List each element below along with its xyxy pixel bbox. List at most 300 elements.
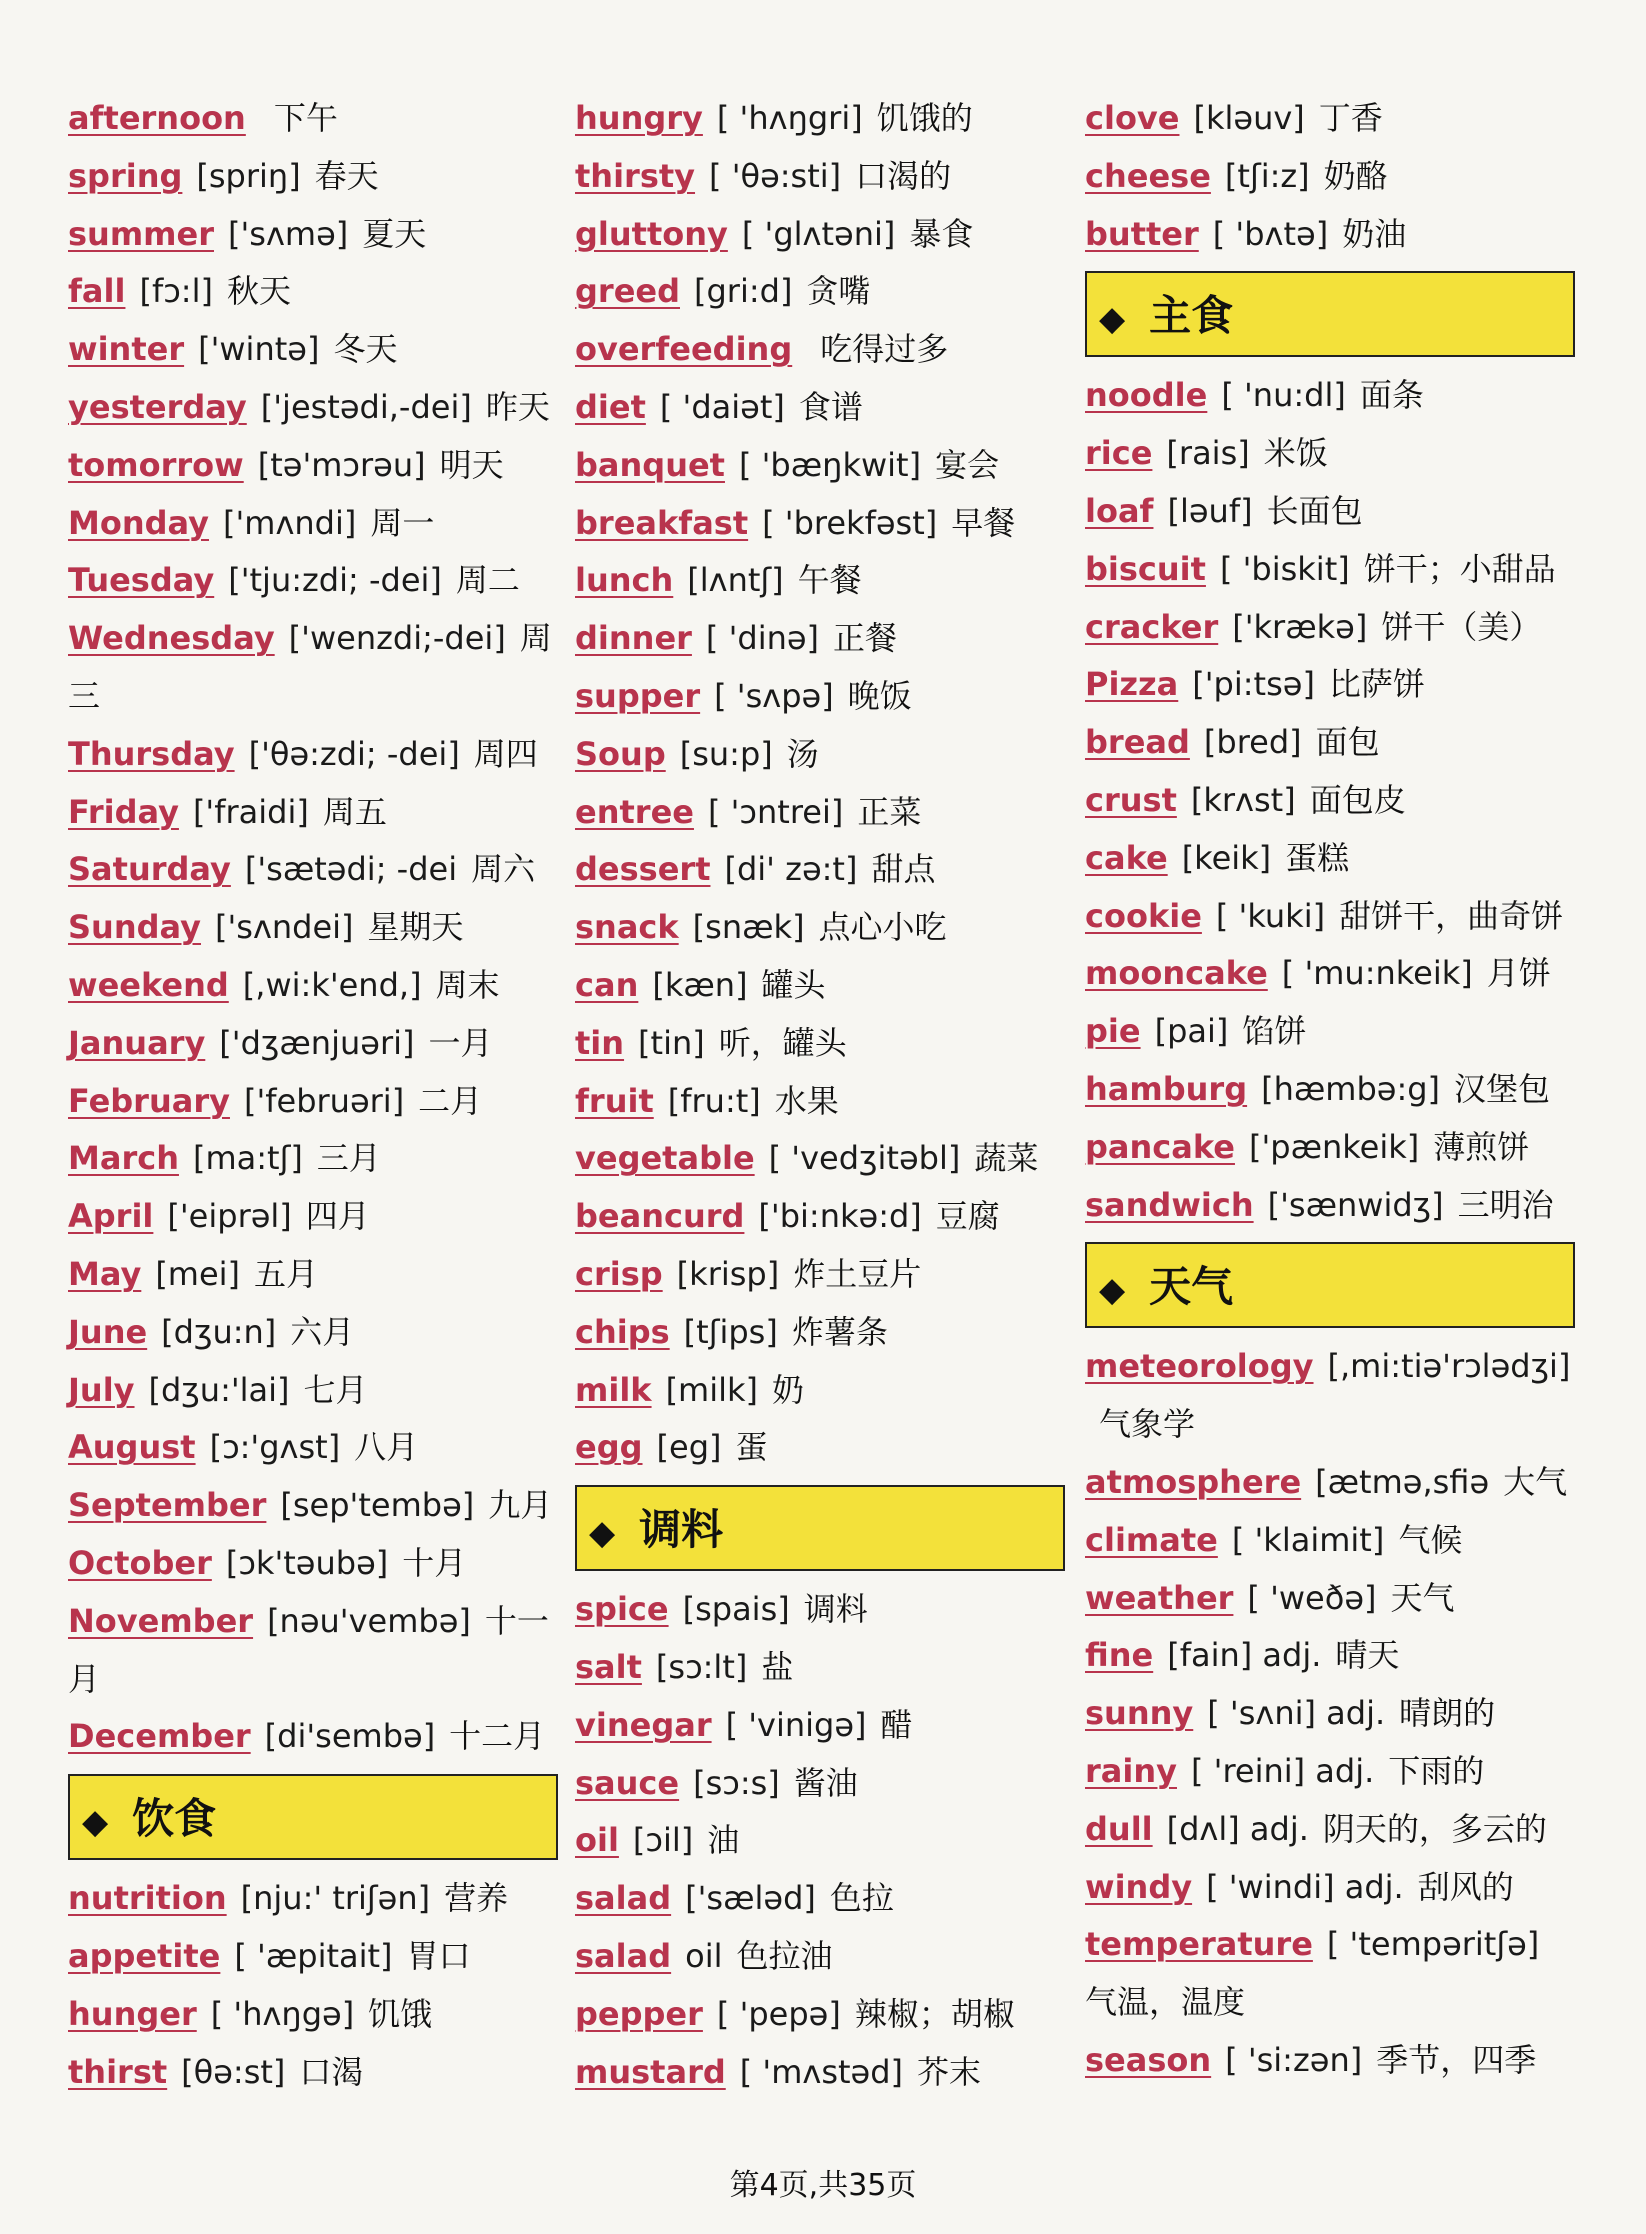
chinese-meaning: 饥饿的	[876, 99, 973, 137]
chinese-meaning: 奶油	[1342, 214, 1407, 253]
vocab-word: February	[68, 1081, 230, 1120]
chinese-meaning: 长面包	[1266, 491, 1363, 530]
chinese-meaning: 周四	[473, 734, 538, 773]
vocab-word: December	[68, 1717, 251, 1756]
vocab-entry	[1085, 148, 1575, 206]
vocab-entry	[68, 552, 558, 610]
vocab-entry	[68, 784, 558, 842]
vocab-word: bread	[1085, 723, 1190, 762]
vocab-word: crisp	[575, 1254, 663, 1293]
chinese-meaning: 调料	[803, 1590, 868, 1629]
vocab-entry	[575, 1073, 1065, 1131]
section-header	[1085, 1242, 1575, 1328]
column-2	[575, 90, 1065, 2101]
phonetic: [ 'daiət]	[659, 387, 785, 426]
vocab-word: Wednesday	[68, 619, 275, 658]
vocab-entry	[1085, 1916, 1575, 2032]
chinese-meaning: 馅饼	[1242, 1012, 1307, 1051]
vocab-entry	[575, 90, 1065, 148]
vocab-word: afternoon	[68, 99, 246, 137]
vocab-word: thirst	[68, 2052, 168, 2091]
vocab-word: salad	[575, 1936, 672, 1975]
chinese-meaning: 蛋	[735, 1428, 768, 1467]
chinese-meaning: 九月	[488, 1486, 553, 1525]
chinese-meaning: 水果	[774, 1081, 839, 1120]
phonetic: ['pænkeik]	[1248, 1127, 1420, 1166]
vocab-entry	[68, 321, 558, 379]
vocab-word: September	[68, 1486, 267, 1525]
vocab-word: mustard	[575, 2052, 726, 2091]
vocab-word: oil	[575, 1821, 619, 1860]
vocab-entry	[575, 899, 1065, 957]
vocab-word: banquet	[575, 445, 725, 484]
chinese-meaning: 气象学	[1099, 1405, 1196, 1444]
chinese-meaning: 晚饭	[847, 676, 912, 715]
chinese-meaning: 营养	[444, 1879, 509, 1918]
phonetic: ['wintə]	[198, 330, 320, 369]
vocab-word: yesterday	[68, 387, 247, 426]
phonetic: [keik]	[1181, 838, 1272, 877]
phonetic: ['dʒænjuəri]	[219, 1023, 415, 1062]
vocab-entry	[575, 552, 1065, 610]
vocab-entry	[68, 899, 558, 957]
vocab-entry	[575, 1755, 1065, 1813]
vocab-entry	[1085, 1801, 1575, 1859]
chinese-meaning: 甜饼干，曲奇饼	[1339, 896, 1564, 935]
vocab-entry	[575, 1246, 1065, 1304]
vocab-entry	[68, 263, 558, 321]
chinese-meaning: 酱油	[793, 1763, 858, 1802]
phonetic: [ 'klaimit]	[1231, 1520, 1385, 1559]
chinese-meaning: 下雨的	[1388, 1751, 1485, 1790]
phonetic: ['eiprəl]	[167, 1197, 292, 1236]
chinese-meaning: 三月	[316, 1139, 381, 1178]
vocab-word: November	[68, 1601, 254, 1640]
vocab-entry	[575, 1015, 1065, 1073]
chinese-meaning: 阴天的，多云的	[1322, 1809, 1547, 1848]
vocab-entry	[68, 437, 558, 495]
phonetic: ['krækə]	[1232, 607, 1368, 646]
vocab-entry	[575, 263, 1065, 321]
vocab-word: diet	[575, 387, 646, 426]
vocab-entry	[575, 1130, 1065, 1188]
phonetic: [ɔ:'gʌst]	[209, 1428, 341, 1467]
phonetic: [ləuf]	[1167, 491, 1253, 530]
vocab-word: supper	[575, 676, 701, 715]
vocab-entry	[1085, 1061, 1575, 1119]
vocab-entry	[1085, 1743, 1575, 1801]
section-header	[68, 1774, 558, 1860]
phonetic: [ 'hʌŋgri]	[716, 99, 863, 137]
chinese-meaning: 醋	[880, 1705, 913, 1744]
phonetic: [ 'nu:dl]	[1221, 376, 1346, 415]
vocab-word: cookie	[1085, 896, 1202, 935]
phonetic: [dʒu:n]	[161, 1312, 277, 1351]
phonetic: [sɔ:lt]	[655, 1647, 748, 1686]
phonetic: [ætmə,sfiə	[1315, 1462, 1490, 1501]
chinese-meaning: 十月	[402, 1543, 467, 1582]
chinese-meaning: 正菜	[857, 792, 922, 831]
vocab-entry	[68, 1419, 558, 1477]
chinese-meaning: 十二月	[449, 1717, 546, 1756]
vocab-word: April	[68, 1197, 154, 1236]
vocab-word: tin	[575, 1023, 625, 1062]
phonetic: [ 'vinigə]	[725, 1705, 867, 1744]
vocab-entry	[575, 148, 1065, 206]
vocab-word: mooncake	[1085, 954, 1268, 993]
phonetic: [ 'brekfəst]	[762, 503, 938, 542]
vocab-word: fruit	[575, 1081, 654, 1120]
phonetic: ['wenzdi;-dei]	[288, 619, 506, 658]
vocab-entry	[1085, 1003, 1575, 1061]
phonetic: [θə:st]	[181, 2052, 286, 2091]
chinese-meaning: 周一	[370, 503, 435, 542]
phonetic: [bred]	[1203, 723, 1302, 762]
phonetic: ['sætədi; -dei	[244, 850, 458, 889]
phonetic: [krisp]	[676, 1254, 780, 1293]
chinese-meaning: 明天	[439, 445, 504, 484]
chinese-meaning: 正餐	[833, 619, 898, 658]
vocab-entry	[1085, 830, 1575, 888]
vocab-word: spice	[575, 1590, 669, 1629]
chinese-meaning: 下午	[273, 99, 338, 137]
phonetic: [nəu'vembə]	[267, 1601, 471, 1640]
chinese-meaning: 早餐	[951, 503, 1016, 542]
chinese-meaning: 食谱	[798, 387, 863, 426]
vocab-entry	[1085, 90, 1575, 148]
phonetic: [ 'vedʒitəbl]	[768, 1139, 961, 1178]
phonetic: [tin]	[638, 1023, 705, 1062]
chinese-meaning: 昨天	[485, 387, 550, 426]
phonetic: [kæn]	[652, 965, 748, 1004]
vocab-entry	[1085, 945, 1575, 1003]
vocab-word: sunny	[1085, 1694, 1194, 1733]
vocab-entry	[575, 437, 1065, 495]
phonetic: [ma:tʃ]	[192, 1139, 303, 1178]
vocab-entry	[68, 2044, 558, 2102]
vocab-word: summer	[68, 214, 214, 253]
phonetic: [ 'bæŋkwit]	[738, 445, 922, 484]
vocab-word: Pizza	[1085, 665, 1179, 704]
phonetic: [dʌl] adj.	[1166, 1809, 1309, 1848]
chinese-meaning: 四月	[305, 1197, 370, 1236]
vocab-entry	[68, 841, 558, 899]
phonetic: [sep'tembə]	[280, 1486, 475, 1525]
vocab-word: fall	[68, 272, 126, 311]
vocab-word: gluttony	[575, 214, 728, 253]
chinese-meaning: 色拉油	[736, 1936, 833, 1975]
vocab-entry	[1085, 599, 1575, 657]
phonetic: ['sænwidʒ]	[1267, 1185, 1444, 1224]
phonetic: [ 'glʌtəni]	[741, 214, 896, 253]
phonetic: [ 'tempəritʃə]	[1326, 1925, 1540, 1964]
phonetic: [lʌntʃ]	[687, 561, 784, 600]
chinese-meaning: 听，罐头	[718, 1023, 847, 1062]
vocab-entry	[575, 1419, 1065, 1477]
vocab-entry	[1085, 2032, 1575, 2090]
vocab-word: dessert	[575, 850, 711, 889]
vocab-word: Saturday	[68, 850, 231, 889]
vocab-word: meteorology	[1085, 1347, 1314, 1386]
vocab-entry	[575, 1362, 1065, 1420]
chinese-meaning: 面包皮	[1309, 780, 1406, 819]
vocab-word: vegetable	[575, 1139, 755, 1178]
vocab-word: beancurd	[575, 1197, 745, 1236]
vocab-entry	[1085, 888, 1575, 946]
phonetic: [ 'sʌpə]	[714, 676, 834, 715]
chinese-meaning: 三明治	[1457, 1185, 1554, 1224]
vocab-entry	[575, 206, 1065, 264]
phonetic: ['jestədi,-dei]	[260, 387, 472, 426]
vocab-word: Friday	[68, 792, 179, 831]
vocab-entry	[68, 1535, 558, 1593]
chinese-meaning: 口渴	[299, 2052, 364, 2091]
chinese-meaning: 炸薯条	[791, 1312, 888, 1351]
vocab-entry	[68, 1362, 558, 1420]
vocab-word: greed	[575, 272, 680, 311]
phonetic: [rais]	[1166, 434, 1250, 473]
vocab-word: chips	[575, 1312, 670, 1351]
phonetic: [su:p]	[679, 734, 773, 773]
phonetic: [ 'si:zən]	[1225, 2040, 1363, 2079]
vocab-word: sandwich	[1085, 1185, 1254, 1224]
phonetic: [dʒu:'lai]	[148, 1370, 290, 1409]
phonetic: ['februəri]	[243, 1081, 405, 1120]
vocab-entry	[68, 1073, 558, 1131]
vocab-entry	[575, 1581, 1065, 1639]
chinese-meaning: 天气	[1390, 1578, 1455, 1617]
vocab-word: pie	[1085, 1012, 1141, 1051]
vocab-entry	[575, 726, 1065, 784]
phonetic: ['bi:nkə:d]	[758, 1197, 922, 1236]
chinese-meaning: 豆腐	[935, 1197, 1000, 1236]
vocab-entry	[1085, 714, 1575, 772]
section-title: 饮食	[132, 1794, 217, 1844]
vocab-word: appetite	[68, 1936, 221, 1975]
vocab-word: milk	[575, 1370, 652, 1409]
diamond-icon: ◆	[82, 1802, 109, 1843]
vocab-word: nutrition	[68, 1879, 227, 1918]
chinese-meaning: 六月	[290, 1312, 355, 1351]
chinese-meaning: 气温，温度	[1085, 1983, 1246, 2022]
chinese-meaning: 甜点	[871, 850, 936, 889]
phonetic: oil	[685, 1936, 723, 1975]
vocab-entry	[1085, 367, 1575, 425]
vocab-entry	[575, 1928, 1065, 1986]
chinese-meaning: 芥末	[917, 2052, 982, 2091]
vocab-word: crust	[1085, 780, 1177, 819]
chinese-meaning: 夏天	[362, 214, 427, 253]
chinese-meaning: 辣椒；胡椒	[854, 1994, 1015, 2033]
chinese-meaning: 饼干（美）	[1381, 607, 1542, 646]
chinese-meaning: 春天	[314, 156, 379, 195]
chinese-meaning: 盐	[761, 1647, 794, 1686]
phonetic: [,wi:k'end,]	[242, 965, 422, 1004]
vocab-entry	[575, 495, 1065, 553]
vocab-word: rice	[1085, 434, 1153, 473]
vocab-entry	[575, 1697, 1065, 1755]
diamond-icon: ◆	[1099, 1270, 1126, 1311]
phonetic: [tʃi:z]	[1224, 156, 1310, 195]
chinese-meaning: 汉堡包	[1454, 1069, 1551, 1108]
section-header	[1085, 271, 1575, 357]
vocab-word: spring	[68, 156, 183, 195]
vocab-word: season	[1085, 2040, 1212, 2079]
chinese-meaning: 丁香	[1318, 99, 1383, 137]
vocab-word: sauce	[575, 1763, 680, 1802]
vocab-entry	[1085, 1338, 1575, 1454]
chinese-meaning: 比萨饼	[1328, 665, 1425, 704]
vocab-word: butter	[1085, 214, 1199, 253]
chinese-meaning: 米饭	[1263, 434, 1328, 473]
vocab-entry	[1085, 483, 1575, 541]
chinese-meaning: 星期天	[367, 908, 464, 947]
phonetic: [ 'pepə]	[716, 1994, 841, 2033]
phonetic: [krʌst]	[1190, 780, 1296, 819]
chinese-meaning: 炸土豆片	[793, 1254, 922, 1293]
chinese-meaning: 八月	[354, 1428, 419, 1467]
phonetic: [ 'ɔntrei]	[707, 792, 844, 831]
vocab-word: hunger	[68, 1994, 197, 2033]
phonetic: ['sæləd]	[685, 1879, 816, 1918]
phonetic: [snæk]	[692, 908, 805, 947]
phonetic: ['sʌndei]	[214, 908, 354, 947]
vocab-word: temperature	[1085, 1925, 1313, 1964]
section-title: 天气	[1149, 1262, 1234, 1312]
vocab-entry	[575, 379, 1065, 437]
vocab-entry	[1085, 1177, 1575, 1235]
vocab-word: August	[68, 1428, 196, 1467]
chinese-meaning: 蔬菜	[974, 1139, 1039, 1178]
vocab-word: weather	[1085, 1578, 1234, 1617]
chinese-meaning: 一月	[428, 1023, 493, 1062]
vocab-word: Soup	[575, 734, 666, 773]
vocab-entry	[575, 321, 1065, 379]
vocab-entry	[68, 379, 558, 437]
phonetic: [sɔ:s]	[693, 1763, 780, 1802]
vocab-word: hungry	[575, 99, 703, 137]
chinese-meaning: 点心小吃	[818, 908, 947, 947]
chinese-meaning: 大气	[1503, 1462, 1568, 1501]
vocab-word: lunch	[575, 561, 674, 600]
page-footer: 第4页,共35页	[729, 2168, 917, 2203]
vocab-entry	[575, 2044, 1065, 2102]
vocab-word: noodle	[1085, 376, 1208, 415]
vocab-entry	[68, 726, 558, 784]
vocab-entry	[68, 1188, 558, 1246]
phonetic: [ 'æpitait]	[234, 1936, 393, 1975]
vocab-entry	[1085, 1859, 1575, 1917]
vocab-word: entree	[575, 792, 694, 831]
chinese-meaning: 吃得过多	[820, 330, 949, 369]
vocab-word: cake	[1085, 838, 1168, 877]
section-title: 主食	[1149, 291, 1234, 341]
vocab-entry	[575, 957, 1065, 1015]
vocab-word: hamburg	[1085, 1069, 1248, 1108]
vocab-entry	[1085, 1570, 1575, 1628]
chinese-meaning: 周三	[68, 619, 552, 715]
vocab-entry	[68, 1928, 558, 1986]
chinese-meaning: 暴食	[909, 214, 974, 253]
vocab-entry	[68, 1130, 558, 1188]
phonetic: [spais]	[682, 1590, 790, 1629]
vocab-word: June	[68, 1312, 148, 1351]
vocab-entry	[68, 1304, 558, 1362]
chinese-meaning: 周二	[455, 561, 520, 600]
chinese-meaning: 冬天	[333, 330, 398, 369]
phonetic: [ 'sʌni] adj.	[1207, 1694, 1386, 1733]
vocab-entry	[68, 148, 558, 206]
vocab-word: clove	[1085, 99, 1180, 137]
chinese-meaning: 十一月	[68, 1601, 549, 1698]
chinese-meaning: 宴会	[935, 445, 1000, 484]
vocab-entry	[575, 610, 1065, 668]
vocab-word: cheese	[1085, 156, 1211, 195]
phonetic: [ɔk'təubə]	[225, 1543, 389, 1582]
vocab-word: breakfast	[575, 503, 749, 542]
phonetic: [,mi:tiə'rɔlədʒi]	[1327, 1347, 1571, 1386]
vocab-entry	[68, 1708, 558, 1766]
vocab-word: atmosphere	[1085, 1462, 1302, 1501]
vocab-word: January	[68, 1023, 206, 1062]
vocab-word: pepper	[575, 1994, 703, 2033]
vocab-entry	[575, 1188, 1065, 1246]
vocab-entry	[1085, 1685, 1575, 1743]
chinese-meaning: 周末	[435, 965, 500, 1004]
vocab-word: rainy	[1085, 1751, 1177, 1790]
vocab-entry	[575, 1986, 1065, 2044]
phonetic: [pai]	[1154, 1012, 1229, 1051]
chinese-meaning: 贪嘴	[806, 272, 871, 311]
phonetic: [ 'θə:sti]	[709, 156, 842, 195]
phonetic: [kləuv]	[1193, 99, 1305, 137]
chinese-meaning: 气候	[1398, 1520, 1463, 1559]
vocab-entry	[575, 784, 1065, 842]
phonetic: ['θə:zdi; -dei]	[248, 734, 460, 773]
phonetic: [fru:t]	[667, 1081, 761, 1120]
vocab-entry	[68, 90, 558, 148]
vocab-entry	[68, 1477, 558, 1535]
section-header	[575, 1485, 1065, 1571]
vocab-word: overfeeding	[575, 330, 793, 369]
vocab-entry	[1085, 772, 1575, 830]
phonetic: [ɔil]	[632, 1821, 694, 1860]
phonetic: [ 'kuki]	[1215, 896, 1326, 935]
chinese-meaning: 晴朗的	[1399, 1694, 1496, 1733]
vocab-entry	[575, 1870, 1065, 1928]
vocab-entry	[68, 957, 558, 1015]
vocab-word: fine	[1085, 1636, 1154, 1675]
vocab-entry	[575, 841, 1065, 899]
vocab-entry	[1085, 1627, 1575, 1685]
chinese-meaning: 季节，四季	[1376, 2040, 1537, 2079]
phonetic: [spriŋ]	[196, 156, 301, 195]
vocab-word: thirsty	[575, 156, 696, 195]
vocab-word: Thursday	[68, 734, 235, 773]
vocab-entry	[68, 1986, 558, 2044]
vocab-entry	[1085, 425, 1575, 483]
vocab-entry	[575, 1812, 1065, 1870]
vocab-word: salad	[575, 1879, 672, 1918]
vocab-entry	[68, 1015, 558, 1073]
chinese-meaning: 午餐	[797, 561, 862, 600]
phonetic: ['pi:tsə]	[1192, 665, 1315, 704]
phonetic: [ 'weðə]	[1247, 1578, 1377, 1617]
vocab-entry	[1085, 656, 1575, 714]
vocab-entry	[575, 1639, 1065, 1697]
phonetic: [gri:d]	[694, 272, 793, 311]
vocab-entry	[1085, 1454, 1575, 1512]
